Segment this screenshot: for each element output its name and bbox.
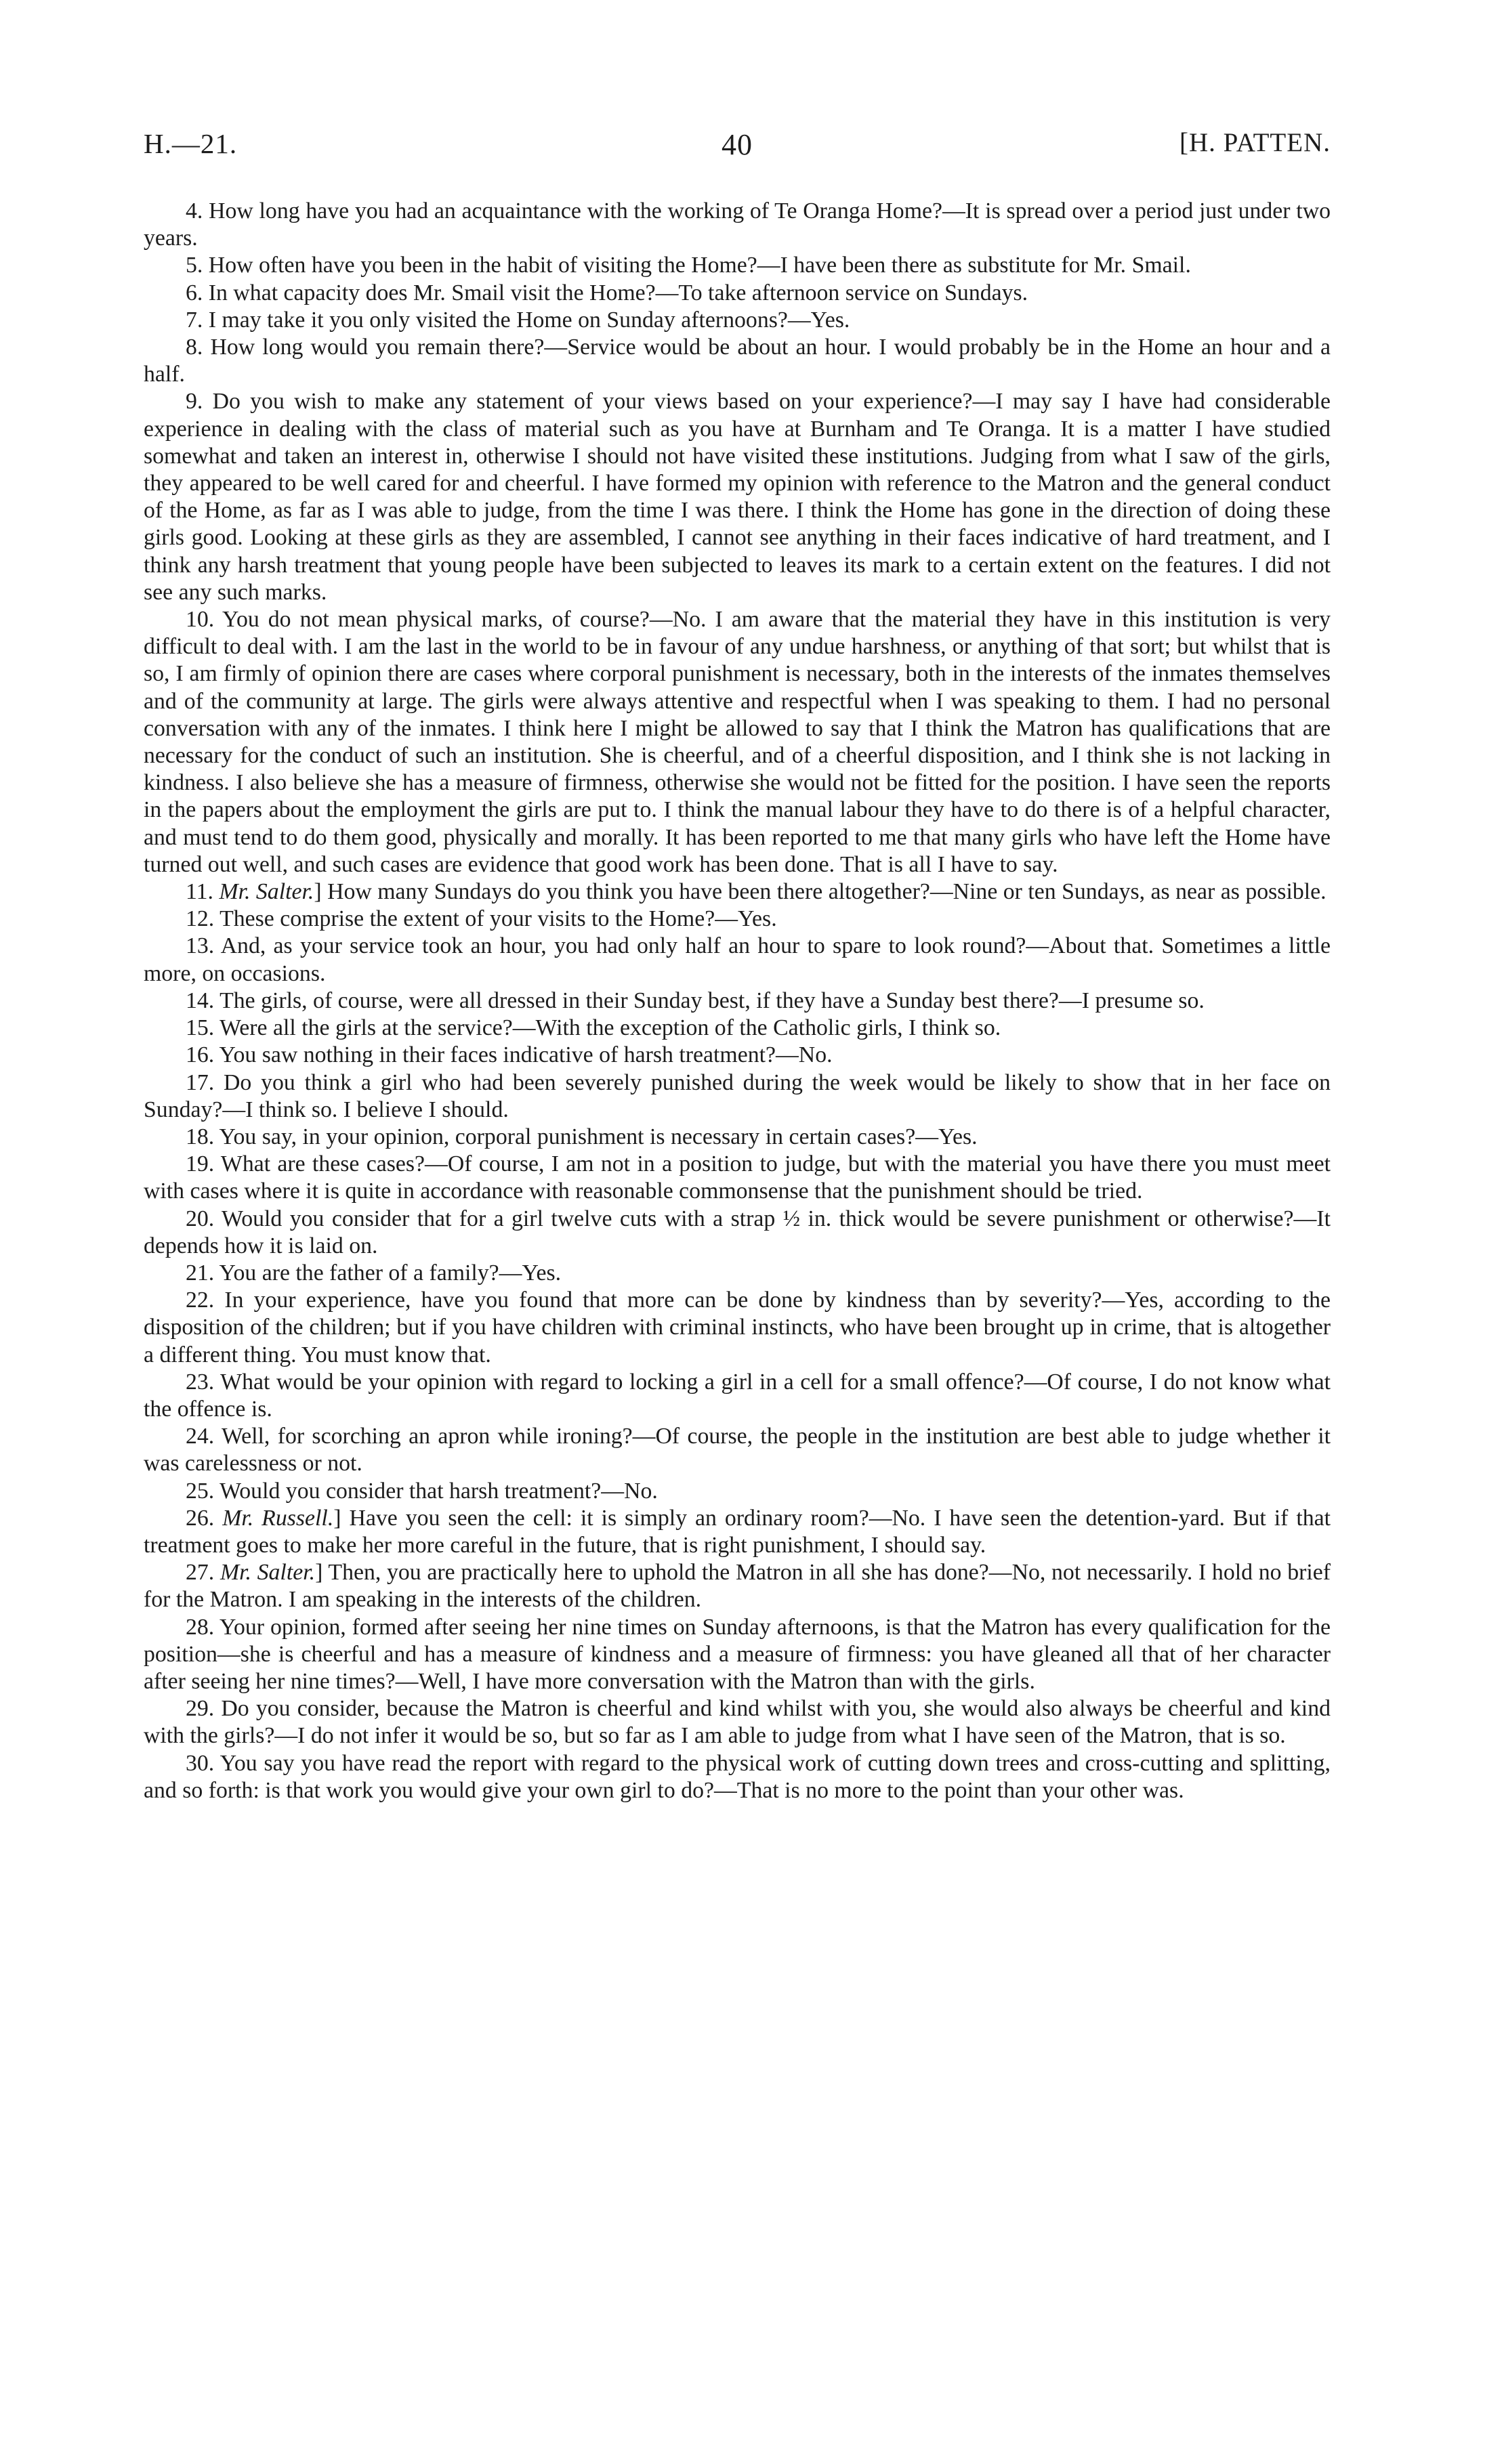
testimony-paragraph: [144, 1206, 1331, 1260]
paragraph-text: 16. You saw nothing in their faces indicative of harsh treatment?—No.: [186, 1042, 833, 1068]
testimony-paragraph: [144, 198, 1331, 252]
testimony-paragraph: [144, 1042, 1331, 1069]
testimony-paragraph: [144, 252, 1331, 279]
paragraph-text: 28. Your opinion, formed after seeing her nine times on Sunday afternoons, is that the Matron has every qualification for the position—she is cheerful and has a measure of kindness and a measure of firmness: you have gleaned all that of her character after seeing her nine times?—Well, I have more conversation with the Matron than with the girls.: [144, 1614, 1331, 1694]
testimony-paragraph: [144, 1423, 1331, 1477]
paragraph-text: 13. And, as your service took an hour, you had only half an hour to spare to look round?—About that. Sometimes a little more, on occasions.: [144, 933, 1331, 986]
testimony-paragraph: [144, 1505, 1331, 1559]
testimony-paragraph: [144, 388, 1331, 606]
testimony-paragraph: [144, 1124, 1331, 1151]
testimony-paragraph: [144, 1478, 1331, 1505]
testimony-paragraph: [144, 1695, 1331, 1749]
paragraph-text: 23. What would be your opinion with regard to locking a girl in a cell for a small offence?—Of course, I do not know what the offence is.: [144, 1369, 1331, 1422]
paragraph-text: How many Sundays do you think you have been there altogether?—Nine or ten Sundays, as near as possible.: [327, 879, 1327, 905]
paragraph-text: Have you seen the cell: it is simply an ordinary room?—No. I have seen the detention-yard. But if that treatment goes to make her more careful in the future, that is right punishment, I should say.: [144, 1505, 1331, 1558]
testimony-paragraph: [144, 1369, 1331, 1423]
paragraph-text: 6. In what capacity does Mr. Smail visit the Home?—To take afternoon service on Sundays.: [186, 280, 1028, 305]
paragraph-text: 29. Do you consider, because the Matron is cheerful and kind whilst with you, she would also always be cheerful and kind with the girls?—I do not infer it would be so, but so far as I am able to judge from what I have seen of the Matron, that is so.: [144, 1696, 1331, 1749]
paragraph-text: 4. How long have you had an acquaintance with the working of Te Oranga Home?—It is spread over a period just under two years.: [144, 198, 1331, 251]
page-header: [144, 127, 1331, 168]
speaker-attribution: 11. Mr. Salter.]: [186, 879, 322, 905]
testimony-paragraph: [144, 606, 1331, 878]
paragraph-text: 9. Do you wish to make any statement of your views based on your experience?—I may say I have had considerable experience in dealing with the class of material such as you have at Burnham and Te Oranga. It is a matter I have studied somewhat and taken an interest in, otherwise I should not have visited these institutions. Judging from what I saw of the girls, they appeared to be well cared for and cheerful. I have formed my opinion with reference to the Matron and the general conduct of the Home, as far as I was able to judge, from the time I was there. I think the Home has gone in the direction of doing these girls good. Looking at these girls as they are assembled, I cannot see anything in their faces indicative of hard treatment, and I think any harsh treatment that young people have been subjected to leaves its mark to a certain extent on the features. I did not see any such marks.: [144, 389, 1331, 605]
paragraph-text: 14. The girls, of course, were all dressed in their Sunday best, if they have a Sunday best there?—I presume so.: [186, 987, 1205, 1013]
testimony-paragraph: [144, 334, 1331, 388]
testimony-paragraph: [144, 906, 1331, 933]
testimony-paragraph: [144, 1015, 1331, 1042]
paragraph-text: 17. Do you think a girl who had been severely punished during the week would be likely to show that in her face on Sunday?—I think so. I believe I should.: [144, 1069, 1331, 1122]
paragraph-text: 19. What are these cases?—Of course, I am not in a position to judge, but with the material you have there you must meet with cases where it is quite in accordance with reasonable commonsense that the punishment should be tried.: [144, 1151, 1331, 1204]
testimony-paragraph: [144, 933, 1331, 987]
testimony-paragraph: [144, 1287, 1331, 1369]
report-code: H.—21.: [144, 128, 238, 159]
paragraph-text: 18. You say, in your opinion, corporal punishment is necessary in certain cases?—Yes.: [186, 1124, 978, 1149]
paragraph-text: 15. Were all the girls at the service?—With the exception of the Catholic girls, I think so.: [186, 1015, 1001, 1041]
paragraph-text: 12. These comprise the extent of your visits to the Home?—Yes.: [186, 906, 777, 932]
testimony-paragraph: [144, 1260, 1331, 1287]
testimony-paragraph: [144, 307, 1331, 334]
paragraph-text: 30. You say you have read the report with regard to the physical work of cutting down trees and cross-cutting and splitting, and so forth: is that work you would give your own girl to do?—That is no more to the point than your other was.: [144, 1750, 1331, 1803]
testimony-body: [144, 198, 1331, 1804]
testimony-paragraph: [144, 1559, 1331, 1613]
paragraph-text: 20. Would you consider that for a girl twelve cuts with a strap ½ in. thick would be severe punishment or otherwise?—It depends how it is laid on.: [144, 1206, 1331, 1258]
paragraph-text: 10. You do not mean physical marks, of course?—No. I am aware that the material they have in this institution is very difficult to deal with. I am the last in the world to be in favour of any undue harshness, or anything of that sort; but whilst that is so, I am firmly of opinion there are cases where corporal punishment is necessary, both in the interests of the inmates themselves and of the community at large. The girls were always attentive and respectful when I was speaking to them. I had no personal conversation with any of the inmates. I think here I might be allowed to say that I think the Matron has qualifications that are necessary for the conduct of such an institution. She is cheerful, and of a cheerful disposition, and I think she is not lacking in kindness. I also believe she has a measure of firmness, otherwise she would not be fitted for the position. I have seen the reports in the papers about the employment the girls are put to. I think the manual labour they have to do there is of a helpful character, and must tend to do them good, physically and morally. It has been reported to me that many girls who have left the Home have turned out well, and such cases are evidence that good work has been done. That is all I have to say.: [144, 607, 1331, 877]
paragraph-text: 7. I may take it you only visited the Home on Sunday afternoons?—Yes.: [186, 307, 850, 333]
paragraph-text: 5. How often have you been in the habit of visiting the Home?—I have been there as substitute for Mr. Smail.: [186, 253, 1191, 278]
speaker-attribution: 27. Mr. Salter.]: [186, 1560, 323, 1586]
testimony-paragraph: [144, 1614, 1331, 1696]
paragraph-text: 21. You are the father of a family?—Yes.: [186, 1260, 562, 1286]
page-number: 40: [722, 128, 753, 161]
testimony-paragraph: [144, 878, 1331, 906]
testimony-paragraph: [144, 987, 1331, 1015]
paragraph-text: Then, you are practically here to uphold the Matron in all she has done?—No, not necessarily. I hold no brief for the Matron. I am speaking in the interests of the children.: [144, 1560, 1331, 1613]
testimony-paragraph: [144, 1750, 1331, 1804]
testimony-paragraph: [144, 1069, 1331, 1124]
testimony-paragraph: [144, 1151, 1331, 1205]
witness-name: [H. PATTEN.: [1179, 128, 1331, 157]
paragraph-text: 8. How long would you remain there?—Service would be about an hour. I would probably be in the Home an hour and a half.: [144, 335, 1331, 387]
paragraph-text: 24. Well, for scorching an apron while ironing?—Of course, the people in the institution are best able to judge whether it was carelessness or not.: [144, 1424, 1331, 1477]
paragraph-text: 25. Would you consider that harsh treatment?—No.: [186, 1478, 658, 1504]
paragraph-text: 22. In your experience, have you found that more can be done by kindness than by severity?—Yes, according to the disposition of the children; but if you have children with criminal instincts, who have been brought up in crime, that is altogether a different thing. You must know that.: [144, 1288, 1331, 1367]
speaker-attribution: 26. Mr. Russell.]: [186, 1505, 341, 1531]
testimony-paragraph: [144, 280, 1331, 307]
